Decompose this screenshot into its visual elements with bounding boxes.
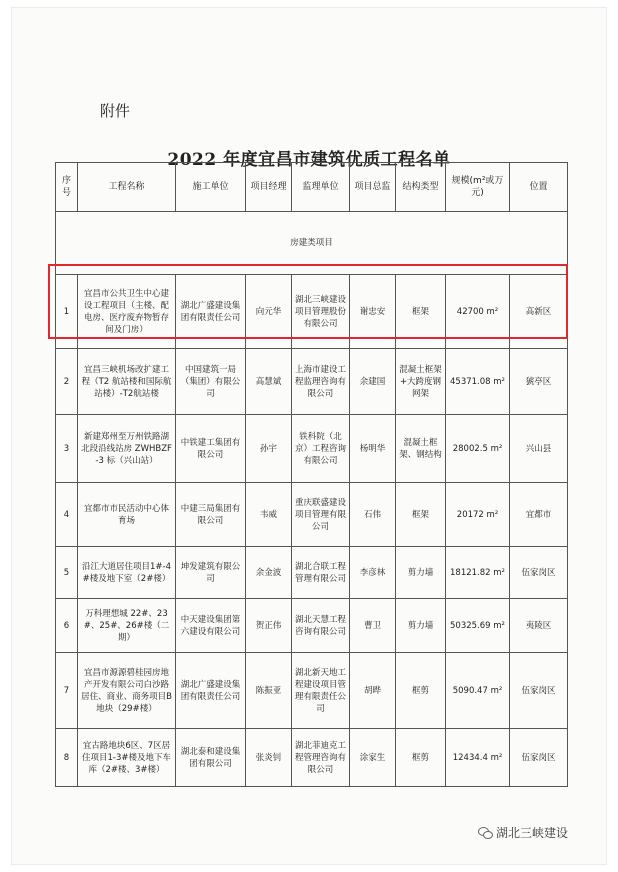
- cell-location: 伍家岗区: [510, 729, 568, 787]
- document-title: 2022 年度宜昌市建筑优质工程名单: [167, 150, 451, 170]
- cell-structure: 框架: [396, 483, 446, 547]
- table-header-row: [56, 163, 568, 212]
- table-row: [56, 483, 568, 547]
- cell-contractor: 中建三局集团有限公司: [176, 483, 246, 547]
- cell-structure: 剪力墙: [396, 547, 446, 599]
- cell-structure: 框剪: [396, 729, 446, 787]
- cell-seq: 7: [56, 653, 78, 729]
- attachment-label: 附件: [100, 102, 131, 120]
- cell-supervisor: 湖北菲迪克工程管理咨询有限公司: [292, 729, 350, 787]
- header-seq: 序号: [56, 163, 78, 212]
- cell-chief: 谢忠安: [350, 275, 396, 349]
- cell-scale: 18121.82 m²: [446, 547, 510, 599]
- cell-contractor: 中天建设集团第六建设有限公司: [176, 599, 246, 653]
- cell-supervisor: 重庆联盛建设项目管理有限公司: [292, 483, 350, 547]
- cell-project: 宜昌市公共卫生中心建设工程项目（主楼、配电房、医疗废弃物暂存间及门房）: [78, 275, 176, 349]
- header-supervisor: 监理单位: [292, 163, 350, 212]
- cell-project: 宜都市市民活动中心体育场: [78, 483, 176, 547]
- cell-location: 兴山县: [510, 415, 568, 483]
- cell-manager: 韦威: [246, 483, 292, 547]
- cell-seq: 2: [56, 349, 78, 415]
- cell-seq: 1: [56, 275, 78, 349]
- cell-manager: 余金波: [246, 547, 292, 599]
- header-contractor: 施工单位: [176, 163, 246, 212]
- header-project: 工程名称: [78, 163, 176, 212]
- cell-chief: 杨明华: [350, 415, 396, 483]
- cell-scale: 20172 m²: [446, 483, 510, 547]
- cell-scale: 28002.5 m²: [446, 415, 510, 483]
- header-scale: 规模(m²或万元): [446, 163, 510, 212]
- cell-scale: 5090.47 m²: [446, 653, 510, 729]
- cell-structure: 混凝土框架、钢结构: [396, 415, 446, 483]
- cell-structure: 剪力墙: [396, 599, 446, 653]
- cell-seq: 5: [56, 547, 78, 599]
- table-row: [56, 729, 568, 787]
- table-row: [56, 599, 568, 653]
- header-structure: 结构类型: [396, 163, 446, 212]
- cell-project: 新建郑州至万州铁路湖北段沿线站房 ZWHBZF-3 标（兴山站）: [78, 415, 176, 483]
- table-row: [56, 415, 568, 483]
- cell-supervisor: 上海市建设工程监理咨询有限公司: [292, 349, 350, 415]
- cell-location: 猇亭区: [510, 349, 568, 415]
- cell-chief: 涂家生: [350, 729, 396, 787]
- cell-location: 伍家岗区: [510, 653, 568, 729]
- cell-scale: 45371.08 m²: [446, 349, 510, 415]
- cell-supervisor: 湖北天慧工程咨询有限公司: [292, 599, 350, 653]
- cell-manager: 向元华: [246, 275, 292, 349]
- section-label: 房建类项目: [56, 212, 568, 275]
- cell-contractor: 湖北广盛建设集团有限责任公司: [176, 653, 246, 729]
- cell-manager: 陈振亚: [246, 653, 292, 729]
- cell-contractor: 湖北泰和建设集团有限公司: [176, 729, 246, 787]
- cell-chief: 胡晔: [350, 653, 396, 729]
- cell-chief: 石伟: [350, 483, 396, 547]
- table-row: [56, 349, 568, 415]
- cell-chief: 余建国: [350, 349, 396, 415]
- cell-project: 宜昌市源源碧桂园房地产开发有限公司白沙路居住、商业、商务项目B地块（29#楼）: [78, 653, 176, 729]
- table-row: [56, 653, 568, 729]
- cell-scale: 12434.4 m²: [446, 729, 510, 787]
- header-location: 位置: [510, 163, 568, 212]
- wechat-icon: [478, 827, 492, 838]
- cell-seq: 8: [56, 729, 78, 787]
- cell-seq: 4: [56, 483, 78, 547]
- cell-seq: 3: [56, 415, 78, 483]
- cell-location: 高新区: [510, 275, 568, 349]
- cell-location: 宜都市: [510, 483, 568, 547]
- watermark-text: 湖北三峡建设: [496, 826, 569, 840]
- cell-chief: 曹卫: [350, 599, 396, 653]
- cell-structure: 框架: [396, 275, 446, 349]
- cell-location: 夷陵区: [510, 599, 568, 653]
- cell-project: 宜昌三峡机场改扩建工程（T2 航站楼和国际航站楼）-T2航站楼: [78, 349, 176, 415]
- cell-project: 宜古路地块6区、7区居住项目1-3#楼及地下车库（2#楼、3#楼）: [78, 729, 176, 787]
- cell-manager: 高慧斌: [246, 349, 292, 415]
- cell-manager: 孙宇: [246, 415, 292, 483]
- cell-manager: 贺正伟: [246, 599, 292, 653]
- highlight-box: [48, 264, 568, 339]
- cell-structure: 混凝土框架+大跨度钢网架: [396, 349, 446, 415]
- cell-scale: 42700 m²: [446, 275, 510, 349]
- watermark: [478, 824, 568, 841]
- cell-contractor: 中铁建工集团有限公司: [176, 415, 246, 483]
- cell-project: 沿江大道居住项目1#-4#楼及地下室（2#楼）: [78, 547, 176, 599]
- cell-manager: 张炎钊: [246, 729, 292, 787]
- cell-supervisor: 铁科院（北京）工程咨询有限公司: [292, 415, 350, 483]
- cell-scale: 50325.69 m²: [446, 599, 510, 653]
- header-manager: 项目经理: [246, 163, 292, 212]
- cell-project: 万科理想城 22#、23#、25#、26#楼（二期）: [78, 599, 176, 653]
- cell-contractor: 坤发建筑有限公司: [176, 547, 246, 599]
- cell-supervisor: 湖北合联工程管理有限公司: [292, 547, 350, 599]
- header-chief: 项目总监: [350, 163, 396, 212]
- project-roster-table: [55, 162, 568, 787]
- cell-structure: 框剪: [396, 653, 446, 729]
- cell-location: 伍家岗区: [510, 547, 568, 599]
- cell-contractor: 湖北广盛建设集团有限责任公司: [176, 275, 246, 349]
- table-row: [56, 547, 568, 599]
- cell-chief: 李彦林: [350, 547, 396, 599]
- cell-supervisor: 湖北三峡建设项目管理股份有限公司: [292, 275, 350, 349]
- cell-contractor: 中国建筑一局（集团）有限公司: [176, 349, 246, 415]
- cell-supervisor: 湖北新天地工程建设项目管理有限责任公司: [292, 653, 350, 729]
- cell-seq: 6: [56, 599, 78, 653]
